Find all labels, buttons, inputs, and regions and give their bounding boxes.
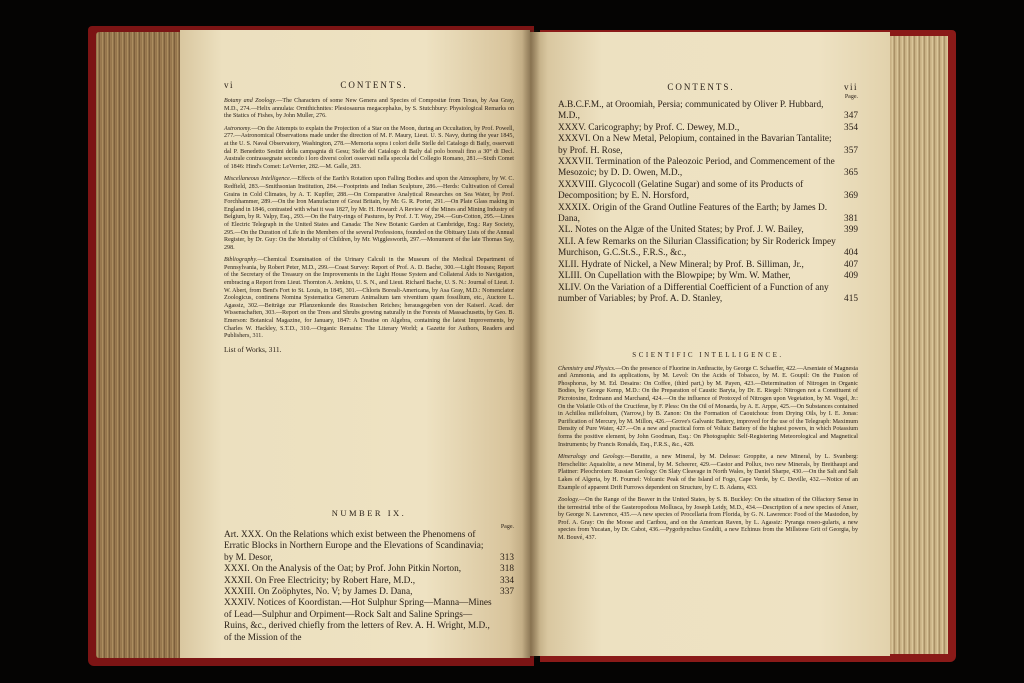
left-sections bbox=[224, 98, 514, 358]
toc-entry: Art. XXX. On the Relations which exist between the Phenomens of Erratic Blocks in Northern Europe and the Elevations of Scandinavia; by M. Desor, 313 bbox=[224, 530, 514, 563]
left-running-head bbox=[224, 80, 514, 90]
right-sections bbox=[558, 344, 858, 548]
page-edges-right bbox=[886, 36, 948, 654]
running-title: CONTENTS. bbox=[340, 80, 408, 90]
section-astronomy: Astronomy.—On the Attempts to explain the Projection of a Star on the Moon, during an Occultation, by Prof. Powell, 277.—Astronomical Observations made under the direction of M. F. Maury, Lieut. U. S. Navy, during the year 1845, at the U. S. Naval Observatory, Washington, 278.—Memoria sopra i colori delle Stelle del Catalogo di Baily, osservati dal P. Benedetto Sestini della campagnia di Gesu; Stelle del Catalogo di Baily dal polo boreali fino a 30° di Decl. Australe contrassegnate secondo i loro diversi colori osservati nella specola del Collegio Romano, 281.—Sixth Comet of 1846: Hind's Comet: LeVerrier, 282.—M. Galle, 283. bbox=[224, 125, 514, 170]
right-toc bbox=[558, 94, 858, 305]
page-column-label: Page. bbox=[500, 524, 514, 530]
section-miscellaneous: Miscellaneous Intelligence.—Effects of the Earth's Rotation upon Falling Bodies and upon the Atmosphere, by W. C. Redfield, 283.—Smithsonian Institution, 284.—Footprints and Indian Sculpture, 286.—Herds: Cultivation of Cereal Grains in Cold Climates, by A. T. Kupffer, 288.—On Comparative Analytical Researches on Sea Water, by Prof. Forchhammer, 289.—On the Iron Manufacture of Great Britain, by Mr. G. R. Porter, 291.—On Plate Glass making in England in 1846, contrasted with what it was 1827, by Mr. H. Howard: A Review of the Mines and Mining Industry of Belgium, by R. Valpy, Esq., 293.—On the Fairy-rings of Pastures, by Prof. J. T. Way, 294.—Gun-Cotton, 295.—Lines of Electric Telegraph in the United States and Canada: The New Botanic Garden at Cambridge, Eng.: Ray Society, 295.—On the Duration of Life in the Members of the several Professions, founded on the Obituary Lists of the Annual Register, by Dr. Guy: On the Mortality of Children, by Mr. Wigglesworth, 297.—Monument of the late Thomas Say, 298. bbox=[224, 176, 515, 251]
toc-entry: XXXIII. On Zoöphytes, No. V; by James D. Dana, 337 bbox=[224, 587, 514, 598]
running-title: CONTENTS. bbox=[667, 82, 735, 92]
page-number: vii bbox=[843, 82, 858, 92]
toc-entry: XLII. Hydrate of Nickel, a New Mineral; by Prof. B. Silliman, Jr., 407 bbox=[558, 259, 858, 270]
toc-entry: XXXV. Caricography; by Prof. C. Dewey, M.D., 354 bbox=[558, 122, 858, 133]
toc-entry: A.B.C.F.M., at Oroomiah, Persia; communicated by Oliver P. Hubbard, M.D., 347 bbox=[558, 100, 858, 122]
number-heading: NUMBER IX. bbox=[331, 508, 407, 518]
section-botany: Botany and Zoology.—The Characters of some New Genera and Species of Compositæ from Texas, by Asa Gray, M.D., 274.—Helix annulata: Ornithichnites: Plesiosaurus megacephalus, by S. Stutchbury: Physiological Remarks on the Statics of Fishes, by John Muller, 276. bbox=[224, 98, 514, 120]
right-running-head bbox=[558, 82, 858, 92]
page-number: vi bbox=[224, 80, 235, 90]
toc-entry: XXXI. On the Analysis of the Oat; by Prof. John Pitkin Norton, 318 bbox=[224, 564, 514, 575]
section-heading: SCIENTIFIC INTELLIGENCE. bbox=[632, 351, 784, 359]
page-column-label: Page. bbox=[844, 94, 858, 100]
toc-entry: XXXIX. Origin of the Grand Outline Features of the Earth; by James D. Dana, 381 bbox=[558, 202, 858, 225]
toc-entry: XXXIV. Notices of Koordistan.—Hot Sulphur Spring—Manna—Mines of Lead—Sulphur and Orpiment—Rock Salt and Saline Springs—Ruins, &c., derived chiefly from the letters of Rev. A. H. Wright, M.D., of the Mission of the bbox=[224, 598, 492, 643]
toc-entry: XXXVI. On a New Metal, Pelopium, contained in the Bavarian Tantalite; by Prof. H. Rose, 357 bbox=[558, 134, 858, 156]
list-of-works: List of Works, 311. bbox=[224, 344, 282, 354]
section-mineralogy: Mineralogy and Geology.—Buratite, a new Mineral, by M. Delesse: Groppite, a new Mineral, by L. Svanberg: Herschelite: Aquaiolite, a new Mineral, by M. Scheerer, 429.—Castor and Pollux, two new Minerals, by Breithaupt and Plattner: Pleochroism: Russian Geology: On Slaty Cleavage in North Wales, by Daniel Sharpe, 430.—On the Salt and Salt Lakes of Algeria, by H. Fournel: Volcanic Peak of the Island of Fogo, Cape Verde, by C. Deville, 432.—Notice of an Example of apparent Drift Furrows dependent on Structure, by C. B. Adams, 433. bbox=[558, 454, 858, 491]
toc-entry: XXXVIII. Glycocoll (Gelatine Sugar) and some of its Products of Decomposition; by E. N. Horsford, 369 bbox=[558, 179, 858, 202]
right-page bbox=[530, 32, 890, 656]
page-edges-left bbox=[96, 32, 186, 658]
book-gutter bbox=[522, 30, 540, 658]
toc-entry: XXXVII. Termination of the Paleozoic Period, and Commencement of the Mesozoic; by D. D. Owen, M.D., 365 bbox=[558, 157, 858, 179]
number-ix-block bbox=[224, 500, 514, 644]
toc-entry: XXXII. On Free Electricity; by Robert Hare, M.D., 334 bbox=[224, 575, 514, 586]
toc-entry: XLIV. On the Variation of a Differential Coefficient of a Function of any number of Variables; by Prof. A. D. Stanley, 415 bbox=[558, 282, 858, 304]
left-page bbox=[180, 30, 530, 658]
section-chemistry: Chemistry and Physics.—On the presence of Fluorine in Anthracite, by George C. Schaeffer, 422.—Arseniate of Magnesia and Ammonia, and its applications, by M. Levol: On the Acids of Tobacco, by M. E. Goupil: On the Fusion of Phosphorus, by M. Ed. Desains: On Coffee, (third part,) by M. Payen, 423.—Determination of Nitrogen in Organic Bodies, by George Kemp, M.D.: On the Preparation of Caustic Baryta, by Dr. E. Riegel: Nitrogen not a Constituent of Picrotoxine, Erdmann and Marchand, 424.—On the influence of Protoxyd of Nitrogen upon Vegetation, by M. Vogel, Jr.: On the Volatile Oils of the Cruciferæ, by F. Pless: On the Oil of Monarda, by A. E. Arppe, 425.—On Substances contained in Achillea millefolium, (Yarrow,) by B. Zanon: On the Formation of Caoutchouc from Drying Oils, by I. E. Jonas: Purification of Mercury, by M. Millon, 426.—Grove's Galvanic Battery, improved for the use of the Telegraph: Maximum Density of Pure Water, 427.—On a new and practical form of Voltaic Battery of the highest powers, in which Potassium forms the positive element, by John Goodman, Esq.: On Photographic Self-Registering Meteorological and Magnetical Instruments; by Francis Ronalds, Esq., F.R.S., &c., 428. bbox=[558, 365, 858, 448]
section-bibliography: Bibliography.—Chemical Examination of the Urinary Calculi in the Museum of the Medical Department of Pennsylvania, by Robert Peter, M.D., 299.—Coast Survey: Report of Prof. A. D. Bache, 300.—Light Houses; Report of the Secretary of the Treasury on the Improvements in the Light House System and Collateral Aids to Navigation, embracing a Report from Lieut. Thornton A. Jenkins, U. S. N., and Lieut. Richard Bache, U. S. N.: Journal of Lieut. J. W. Abert, from Bent's Fort to St. Louis, in 1845, 301.—Chloris Boreali-Americana, by Asa Gray, M.D.: Nomenclator Zoologicus, continens Nomina Systematica Generum Animalium tam viventium quam fossilium, etc., Auctore L. Agassiz, 302.—Beiträge zur Pflanzenkunde des Russischen Reiches; herausgegeben von der Kaiserl. Acad. der Wissenschaften, 303.—Report on the Trees and Shrubs growing naturally in the Forests of Massachusetts, by Geo. B. Emerson: Botanical Magazine, for January, 1847: A Treatise on Algebra, containing the latest Improvements, by Charles W. Hackley, S.T.D., 310.—Organic Remains: The Literary World; a Gazette for Authors, Readers and Publishers, 311. bbox=[224, 257, 514, 340]
toc-entry: XLIII. On Cupellation with the Blowpipe; by Wm. W. Mather, 409 bbox=[558, 271, 858, 282]
toc-entry: XL. Notes on the Algæ of the United States; by Prof. J. W. Bailey, 399 bbox=[558, 225, 858, 236]
toc-entry: XLI. A few Remarks on the Silurian Classification; by Sir Roderick Impey Murchison, G.C.St.S., F.R.S., &c., 404 bbox=[558, 236, 858, 259]
section-zoology: Zoology.—On the Range of the Beaver in the United States, by S. B. Buckley: On the situation of the Olfactory Sense in the terrestrial tribe of the Gasteropodous Mollusca, by Joseph Leidy, M.D., 434.—Description of a new species of Anser, by George N. Lawrence, 435.—A new species of Procellaria from Florida, by G. N. Lawrence: Food of the Mastodon, by Prof. A. Gray: On the Moose and Caribou, and on the American Raven, by L. Agassiz: Pyranga roseo-gularis, a new species from Yucatan, by Dr. Cabot, 436.—Pygorhynchus Gouldii, a new Echinus from the Millstone Grit of Georgia, by M. Bouvé, 437. bbox=[558, 497, 858, 542]
